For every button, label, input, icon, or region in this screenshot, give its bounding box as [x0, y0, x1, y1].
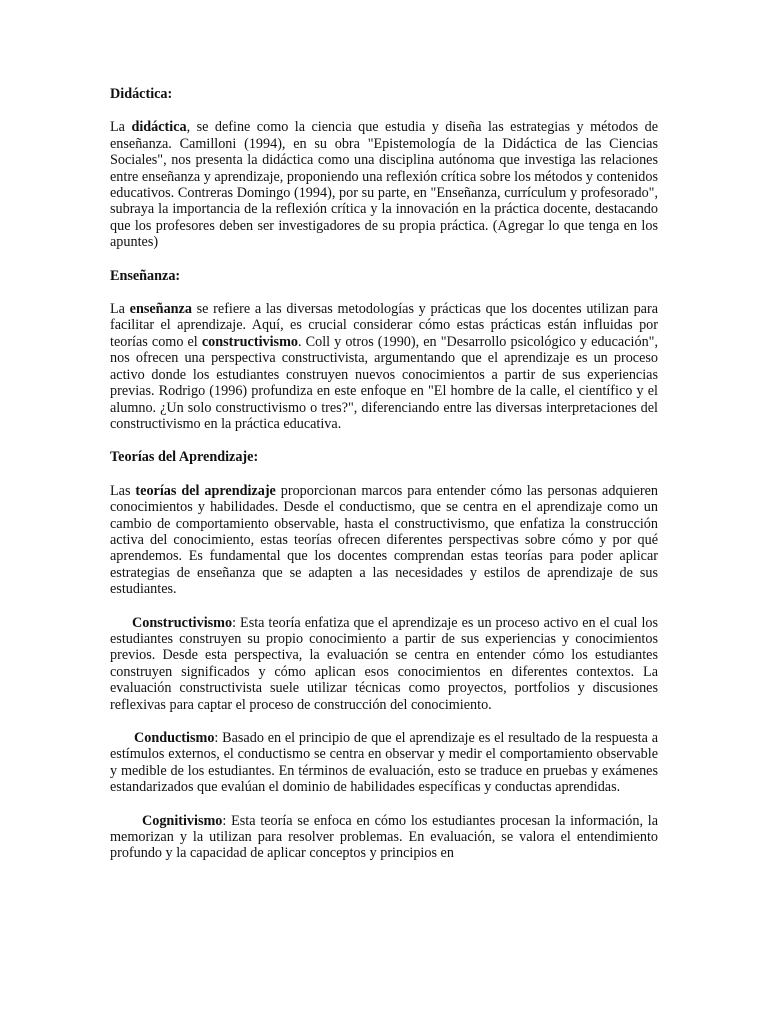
paragraph-conductismo [110, 730, 658, 796]
paragraph-ensenanza [110, 301, 658, 432]
heading-didactica: Didáctica: [110, 86, 173, 102]
text-segment: : Esta teoría enfatiza que el aprendizaje es un proceso activo en el cual los estudiantes construyen su propio conocimiento a partir de sus experiencias y conocimientos previos. Desde esta perspectiva, la evaluación se centra en entender cómo los estudiantes construyen significados y cómo aplican esos conocimientos en diferentes contextos. La evaluación constructivista suele utilizar técnicas como proyectos, portfolios y discusiones reflexivas para captar el proceso de construcción del conocimiento. [110, 614, 658, 713]
document-page [110, 86, 658, 879]
paragraph-didactica [110, 119, 658, 250]
paragraph-constructivismo [110, 615, 658, 713]
text-segment: Las [110, 482, 136, 499]
bold-term: teorías del aprendizaje [135, 482, 276, 499]
bold-term: Cognitivismo [142, 812, 223, 829]
text-segment: : Basado en el principio de que el aprendizaje es el resultado de la respuesta a estímulos externos, el conductismo se centra en observar y medir el comportamiento observable y medible de los estudiantes. En términos de evaluación, esto se traduce en pruebas y exámenes estandarizados que evalúan el dominio de habilidades específicas y conductas aprendidas. [110, 730, 658, 796]
bold-term: enseñanza [129, 301, 192, 318]
bold-term: Constructivismo [132, 614, 233, 631]
text-segment: . Coll y otros (1990), en "Desarrollo psicológico y educación", nos ofrecen una perspectiva constructivista, argumentando que el aprendizaje es un proceso activo donde los estudiantes construyen nuevos conocimientos a partir de sus experiencias previas. Rodrigo (1996) profundiza en este enfoque en "El hombre de la calle, el científico y el alumno. ¿Un solo constructivismo o tres?", diferenciando entre las diversas interpretaciones del constructivismo en la práctica educativa. [110, 333, 658, 432]
bold-term: Conductismo [134, 730, 215, 746]
paragraph-teorias [110, 483, 658, 598]
text-segment: La [110, 301, 130, 318]
text-segment: : Esta teoría se enfoca en cómo los estudiantes procesan la información, la memorizan y la utilizan para resolver problemas. En evaluación, se valora el entendimiento profundo y la capacidad de aplicar conceptos y principios en [110, 812, 658, 862]
text-segment: La [110, 119, 132, 136]
bold-term: didáctica [131, 119, 187, 136]
paragraph-cognitivismo [110, 813, 658, 862]
bold-term: constructivismo [201, 333, 298, 350]
heading-teorias: Teorías del Aprendizaje: [110, 449, 259, 466]
text-segment: , se define como la ciencia que estudia y diseña las estrategias y métodos de enseñanza. Camilloni (1994), en su obra "Epistemología de la Didáctica de las Ciencias Sociales", nos presenta la didáctica como una disciplina autónoma que investiga las relaciones entre enseñanza y aprendizaje, proponiendo una reflexión crítica sobre los métodos y contenidos educativos. Contreras Domingo (1994), por su parte, en "Enseñanza, currículum y profesorado", subraya la importancia de la reflexión crítica y la innovación en la práctica docente, destacando que los profesores deben ser investigadores de su propia práctica. (Agregar lo que tenga en los apuntes) [110, 119, 658, 251]
text-segment: se refiere a las diversas metodologías y prácticas que los docentes utilizan para facilitar el aprendizaje. Aquí, es crucial considerar cómo estas prácticas están influidas por teorías como el [110, 301, 658, 350]
text-segment: proporcionan marcos para entender cómo las personas adquieren conocimientos y habilidades. Desde el conductismo, que se centra en el aprendizaje como un cambio de comportamiento observable, hasta el constructivismo, que enfatiza la construcción activa del conocimiento, estas teorías ofrecen diferentes perspectivas sobre cómo y por qué aprendemos. Es fundamental que los docentes comprendan estas teorías para poder aplicar estrategias de enseñanza que se adapten a las necesidades y estilos de aprendizaje de sus estudiantes. [110, 482, 658, 598]
heading-ensenanza: Enseñanza: [110, 267, 181, 284]
